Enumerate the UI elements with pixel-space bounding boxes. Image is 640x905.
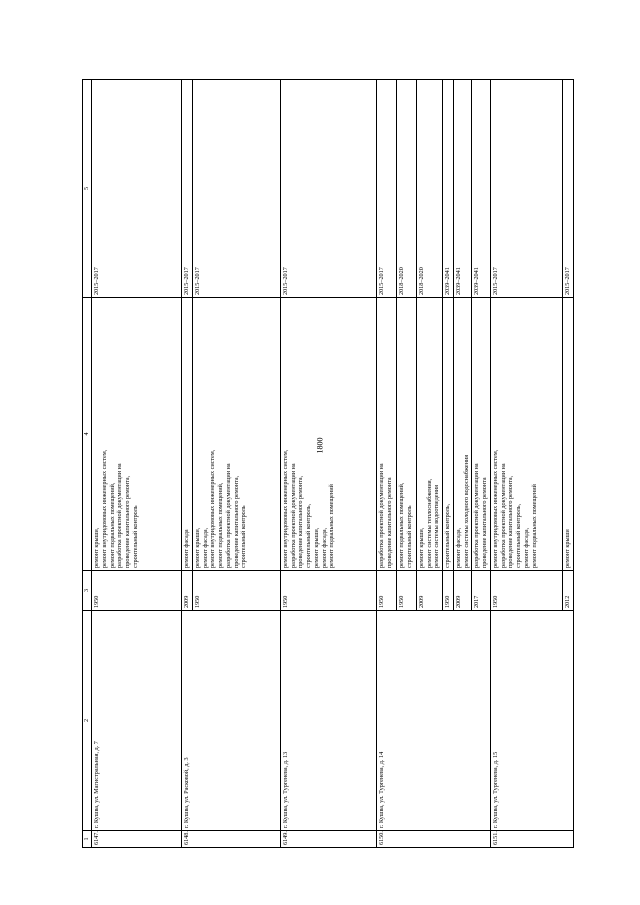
row-period: 2039–2041 bbox=[453, 80, 472, 298]
row-works: ремонт подвальных помещений, строительный контроль bbox=[396, 298, 416, 571]
header-cell: 5 bbox=[83, 80, 92, 298]
page-number: 1800 bbox=[315, 437, 325, 454]
row-year: 2009 bbox=[182, 571, 193, 611]
row-period: 2018–2020 bbox=[416, 80, 442, 298]
row-number: 6147. bbox=[92, 831, 182, 848]
row-address: г. Кушва, ул. Тургенева, д. 14 bbox=[376, 611, 490, 831]
table-row bbox=[182, 80, 193, 848]
row-address: г. Кушва, ул. Тургенева, д. 15 bbox=[490, 611, 573, 831]
row-year: 1950 bbox=[92, 571, 182, 611]
header-cell: 1 bbox=[83, 831, 92, 848]
capital-repair-table bbox=[82, 79, 574, 848]
row-works: ремонт фасада, ремонт системы холодного водоснабжения bbox=[453, 298, 472, 571]
table-row bbox=[280, 80, 376, 848]
row-number: 6150. bbox=[376, 831, 490, 848]
row-works: разработка проектной документации на проведение капитального ремонта bbox=[376, 298, 396, 571]
row-year: 2012 bbox=[562, 571, 573, 611]
header-cell: 2 bbox=[83, 611, 92, 831]
row-works: ремонт крыши, ремонт системы теплоснабжения, ремонт системы водоотведения bbox=[416, 298, 442, 571]
row-year: 1950 bbox=[443, 571, 454, 611]
row-year: 1950 bbox=[280, 571, 376, 611]
row-period: 2015–2017 bbox=[280, 80, 376, 298]
rotated-table-wrapper bbox=[82, 80, 604, 848]
table-row bbox=[92, 80, 182, 848]
row-year: 2017 bbox=[472, 571, 491, 611]
row-period: 2015–2017 bbox=[490, 80, 562, 298]
row-works: ремонт внутридомовых инженерных систем, разработка проектной документации на проведение капитального ремонта, строительный контроль, ремонт крыши, ремонт фасада, ремонт подвальных помещений bbox=[280, 298, 376, 571]
row-period: 2015–2017 bbox=[562, 80, 573, 298]
table-row bbox=[376, 80, 396, 848]
row-period: 2015–2017 bbox=[376, 80, 396, 298]
row-number: 6151. bbox=[490, 831, 573, 848]
table-row bbox=[490, 80, 562, 848]
row-works: ремонт крыши, ремонт внутридомовых инженерных систем, ремонт подвальных помещений, разработка проектной документации на проведение капитального ремонта, строительный контроль bbox=[92, 298, 182, 571]
row-works: ремонт крыши, ремонт фасада, ремонт внутридомовых инженерных систем, ремонт подвальных помещений, разработка проектной документации на проведение капитального ремонта, строительный контроль bbox=[192, 298, 280, 571]
row-number: 6148. bbox=[182, 831, 281, 848]
row-works: ремонт внутридомовых инженерных систем, разработка проектной документации на проведение капитального ремонта, строительный контроль, ремонт фасада, ремонт подвальных помещений bbox=[490, 298, 562, 571]
row-works: строительный контроль, bbox=[443, 298, 454, 571]
header-cell: 3 bbox=[83, 571, 92, 611]
row-period: 2039–2041 bbox=[472, 80, 491, 298]
row-works: ремонт фасада bbox=[182, 298, 193, 571]
row-year: 2009 bbox=[453, 571, 472, 611]
header-row bbox=[83, 80, 92, 848]
row-works: разработка проектной документации на проведение капитального ремонта bbox=[472, 298, 491, 571]
row-period: 2015–2017 bbox=[192, 80, 280, 298]
row-year: 1950 bbox=[376, 571, 396, 611]
row-year: 1950 bbox=[192, 571, 280, 611]
row-address: г. Кушва, ул. Магистральная, д. 7 bbox=[92, 611, 182, 831]
row-works: ремонт крыши bbox=[562, 298, 573, 571]
row-period: 2039–2041 bbox=[443, 80, 454, 298]
row-period: 2018–2020 bbox=[396, 80, 416, 298]
row-number: 6149. bbox=[280, 831, 376, 848]
row-address: г. Кушва, ул. Расковой, д. 3 bbox=[182, 611, 281, 831]
row-period: 2015–2017 bbox=[92, 80, 182, 298]
header-cell: 4 bbox=[83, 298, 92, 571]
row-year: 1950 bbox=[396, 571, 416, 611]
row-period: 2015–2017 bbox=[182, 80, 193, 298]
row-year: 2009 bbox=[416, 571, 442, 611]
row-address: г. Кушва, ул. Тургенева, д. 13 bbox=[280, 611, 376, 831]
row-year: 1950 bbox=[490, 571, 562, 611]
